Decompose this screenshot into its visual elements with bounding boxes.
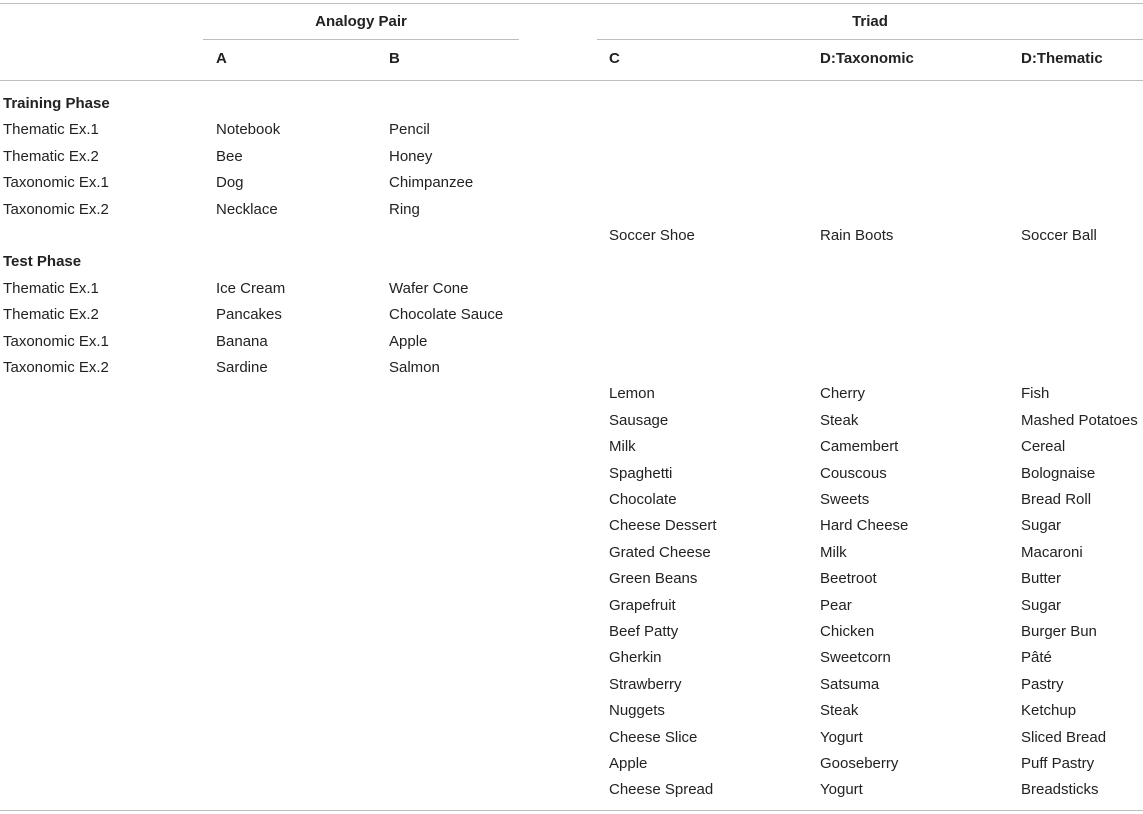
analogy-pair-rule: [203, 39, 519, 40]
cell-c: Nuggets: [609, 702, 665, 720]
row-label: Thematic Ex.2: [3, 306, 99, 324]
cell-d-thematic: Puff Pastry: [1021, 755, 1095, 772]
cell-b: Wafer Cone: [389, 279, 469, 297]
column-header-a: A: [216, 50, 227, 67]
cell-d-thematic: Butter: [1021, 570, 1062, 588]
cell-d-taxonomic: Satsuma: [820, 675, 880, 693]
cell-d-thematic: Breadsticks: [1021, 781, 1099, 799]
cell-c: Cheese Slice: [609, 728, 698, 746]
cell-d-taxonomic: Hard Cheese: [820, 517, 909, 535]
cell-c: Milk: [609, 438, 636, 456]
cell-b: Chimpanzee: [389, 174, 474, 192]
row-label: Taxonomic Ex.2: [3, 359, 109, 376]
cell-d-taxonomic: Cherry: [820, 385, 866, 403]
cell-c: Green Beans: [609, 570, 698, 588]
cell-c: Chocolate: [609, 491, 677, 508]
cell-d-taxonomic: Chicken: [820, 623, 875, 640]
column-header-c: C: [609, 50, 620, 67]
cell-d-thematic: Mashed Potatoes: [1021, 411, 1138, 429]
cell-b: Honey: [389, 147, 433, 165]
bottom-rule: [0, 810, 1143, 811]
triad-rule: [597, 39, 1143, 40]
row-label: Taxonomic Ex.1: [3, 332, 109, 350]
cell-d-taxonomic: Sweets: [820, 491, 870, 508]
cell-d-taxonomic: Couscous: [820, 464, 887, 482]
column-header-b: B: [389, 50, 400, 67]
column-header-d-taxonomic: D:Taxonomic: [820, 50, 914, 67]
header-rule: [0, 80, 1143, 81]
cell-b: Salmon: [389, 359, 440, 376]
cell-d-thematic: Sliced Bread: [1021, 728, 1107, 746]
row-label: Thematic Ex.1: [3, 279, 99, 297]
cell-a: Bee: [216, 147, 243, 165]
column-header-d-thematic: D:Thematic: [1021, 50, 1103, 67]
cell-a: Dog: [216, 174, 244, 192]
cell-d-taxonomic: Beetroot: [820, 570, 877, 588]
cell-d-taxonomic: Steak: [820, 411, 859, 429]
cell-d-thematic: Bolognaise: [1021, 464, 1096, 482]
cell-c: Beef Patty: [609, 623, 679, 640]
group-header-triad: Triad: [852, 13, 888, 30]
cell-c: Lemon: [609, 385, 655, 403]
cell-d-taxonomic: Yogurt: [820, 728, 863, 746]
cell-c: Apple: [609, 755, 648, 772]
cell-a: Necklace: [216, 200, 278, 218]
cell-d-thematic: Macaroni: [1021, 543, 1083, 561]
cell-c: Sausage: [609, 411, 669, 429]
cell-d-taxonomic: Milk: [820, 543, 847, 561]
cell-d-thematic: Bread Roll: [1021, 491, 1092, 508]
cell-d-taxonomic: Pear: [820, 596, 852, 614]
cell-c: Cheese Dessert: [609, 517, 717, 535]
cell-d-thematic: Burger Bun: [1021, 623, 1097, 640]
cell-a: Banana: [216, 332, 268, 350]
cell-b: Pencil: [389, 121, 430, 139]
cell-c: Gherkin: [609, 649, 662, 667]
cell-d-taxonomic: Rain Boots: [820, 227, 894, 244]
cell-c: Cheese Spread: [609, 781, 714, 799]
cell-d-thematic: Pastry: [1021, 675, 1064, 693]
cell-c: Spaghetti: [609, 464, 673, 482]
group-header-analogy-pair: Analogy Pair: [315, 13, 407, 30]
cell-b: Chocolate Sauce: [389, 306, 504, 324]
cell-c: Soccer Shoe: [609, 227, 695, 244]
cell-d-thematic: Sugar: [1021, 517, 1062, 535]
cell-c: Strawberry: [609, 675, 682, 693]
cell-d-taxonomic: Gooseberry: [820, 755, 899, 772]
cell-d-thematic: Soccer Ball: [1021, 227, 1097, 244]
cell-d-taxonomic: Steak: [820, 702, 859, 720]
top-rule: [0, 3, 1143, 4]
row-label: Taxonomic Ex.1: [3, 174, 109, 192]
row-label: Thematic Ex.1: [3, 121, 99, 139]
cell-d-taxonomic: Camembert: [820, 438, 899, 456]
row-label: Taxonomic Ex.2: [3, 200, 109, 218]
cell-c: Grapefruit: [609, 596, 676, 614]
cell-d-thematic: Cereal: [1021, 438, 1066, 456]
cell-c: Grated Cheese: [609, 543, 711, 561]
section-heading: Test Phase: [3, 253, 82, 271]
cell-b: Ring: [389, 200, 420, 218]
cell-d-taxonomic: Yogurt: [820, 781, 863, 799]
cell-d-thematic: Sugar: [1021, 596, 1062, 614]
cell-a: Pancakes: [216, 306, 282, 324]
cell-d-taxonomic: Sweetcorn: [820, 649, 891, 667]
cell-a: Ice Cream: [216, 279, 286, 297]
cell-a: Notebook: [216, 121, 281, 139]
cell-b: Apple: [389, 332, 428, 350]
cell-a: Sardine: [216, 359, 268, 376]
cell-d-thematic: Pâté: [1021, 649, 1052, 667]
section-heading: Training Phase: [3, 95, 110, 112]
cell-d-thematic: Ketchup: [1021, 702, 1077, 720]
row-label: Thematic Ex.2: [3, 147, 99, 165]
cell-d-thematic: Fish: [1021, 385, 1050, 403]
